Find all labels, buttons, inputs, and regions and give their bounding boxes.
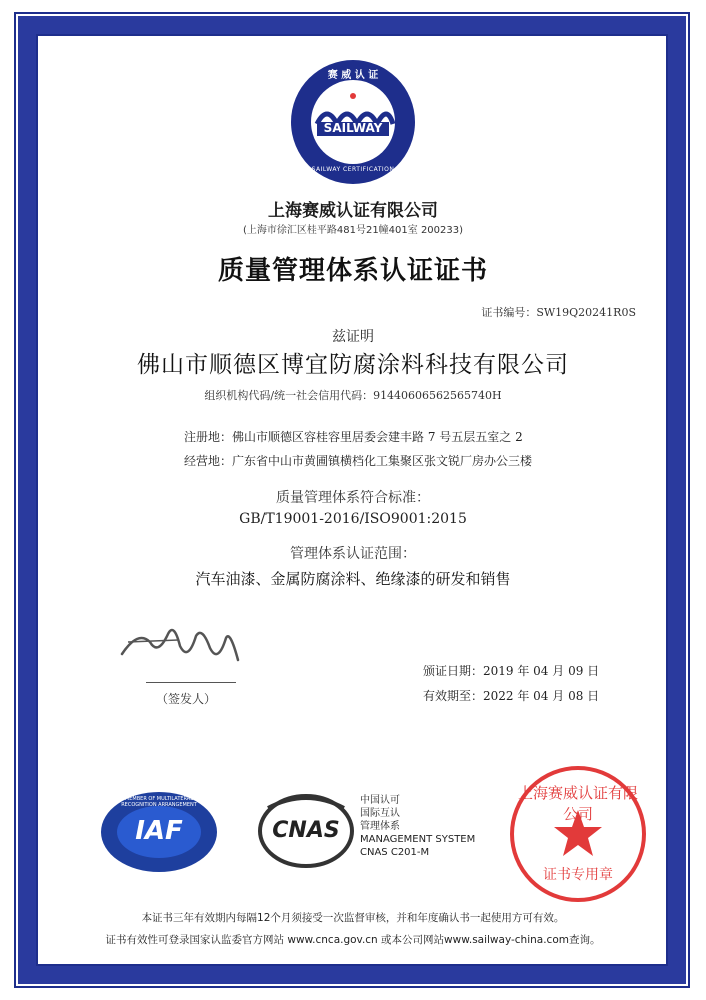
red-seal [508, 764, 648, 904]
cnas-line: 国际互认 [360, 808, 400, 819]
valid-until: 有效期至：2022 年 04 月 08 日 [423, 689, 600, 703]
signature-line [146, 682, 236, 683]
registered-address: 注册地：佛山市顺德区容桂容里居委会建丰路 7 号五层五室之 2 [184, 430, 523, 444]
iaf-ring-text: MEMBER OF MULTILATERAL RECOGNITION ARRANGEMENT [121, 796, 197, 808]
issuer-address: (上海市徐汇区桂平路481号21幢401室 200233) [242, 225, 464, 236]
signature [118, 612, 248, 672]
certificate-number: 证书编号：SW19Q20241R0S [481, 306, 636, 319]
standard: GB/T19001-2016/ISO9001:2015 [239, 511, 467, 527]
signer-label: （签发人） [156, 692, 217, 706]
certificate-title: 质量管理体系认证证书 [217, 256, 488, 286]
logo-name: SAILWAY [323, 121, 383, 135]
company-name: 佛山市顺德区博宜防腐涂料科技有限公司 [137, 352, 569, 378]
cnas-logo [258, 794, 354, 868]
iaf-logo [98, 790, 220, 874]
logo-top-text: 赛 威 认 证 [327, 70, 379, 81]
credit-code: 组织机构代码/统一社会信用代码：91440606562565740H [204, 389, 502, 402]
seal-bottom-text: 证书专用章 [543, 867, 613, 883]
issue-date: 颁证日期：2019 年 04 月 09 日 [423, 664, 600, 678]
cnas-line: MANAGEMENT SYSTEM [360, 834, 476, 845]
scope-label: 管理体系认证范围： [290, 546, 416, 562]
iaf-text: IAF [135, 816, 183, 846]
sailway-logo [289, 58, 417, 186]
cnas-line: 管理体系 [360, 821, 400, 832]
cnas-line: 中国认可 [360, 795, 400, 806]
cnas-line: CNAS C201-M [360, 847, 430, 858]
seal-ring-text: 上海赛威认证有限公司 [518, 784, 639, 823]
standard-label: 质量管理体系符合标准： [276, 490, 430, 506]
logo-ring-text: SAILWAY CERTIFICATION [311, 166, 395, 173]
issuer-name: 上海赛威认证有限公司 [268, 201, 438, 221]
footer-line-2: 证书有效性可登录国家认监委官方网站 www.cnca.gov.cn 或本公司网站www.sailway-china.com查询。 [105, 934, 601, 946]
cnas-text: CNAS [272, 818, 340, 843]
cnas-lines [360, 794, 475, 859]
intro-text: 兹证明 [332, 329, 374, 345]
scope: 汽车油漆、金属防腐涂料、绝缘漆的研发和销售 [195, 570, 511, 588]
footer-line-1: 本证书三年有效期内每隔12个月须接受一次监督审核，并和年度确认书一起使用方可有效。 [141, 912, 565, 924]
operating-address: 经营地：广东省中山市黄圃镇横档化工集聚区张文锐厂房办公三楼 [184, 454, 533, 468]
